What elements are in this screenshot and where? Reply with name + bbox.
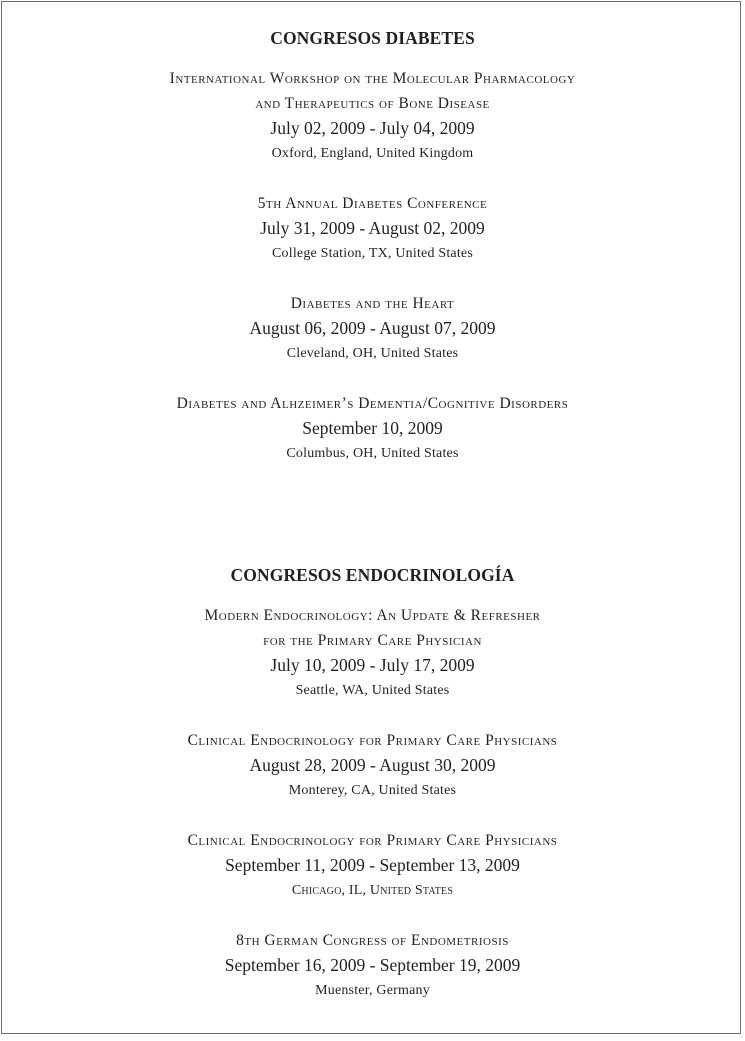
event-item: [0, 66, 745, 166]
event-dates: September 11, 2009 - September 13, 2009: [225, 855, 520, 875]
section-heading: CONGRESOS ENDOCRINOLOGÍA: [230, 565, 515, 585]
event-title: Diabetes and the Heart: [290, 295, 455, 312]
event-title: Clinical Endocrinology for Primary Care Physicians: [187, 832, 558, 849]
event-location: Oxford, England, United Kingdom: [271, 146, 474, 161]
event-item: [0, 191, 745, 266]
event-item: [0, 391, 745, 466]
event-dates: September 16, 2009 - September 19, 2009: [224, 955, 521, 975]
event-location: College Station, TX, United States: [272, 246, 473, 261]
event-title: Diabetes and Alhzeimer’s Dementia/Cognitive Disorders: [176, 395, 569, 412]
event-dates: August 28, 2009 - August 30, 2009: [249, 755, 496, 775]
event-location: Monterey, CA, United States: [288, 783, 457, 798]
section-heading: CONGRESOS DIABETES: [270, 28, 475, 48]
event-dates: July 31, 2009 - August 02, 2009: [260, 218, 485, 238]
event-location: Columbus, OH, United States: [286, 446, 459, 461]
event-dates: July 10, 2009 - July 17, 2009: [270, 655, 475, 675]
event-location: Cleveland, OH, United States: [286, 346, 459, 361]
event-item: [0, 603, 745, 703]
event-title: and Therapeutics of Bone Disease: [255, 95, 490, 112]
event-title: Modern Endocrinology: An Update & Refresher: [204, 607, 541, 624]
event-item: [0, 828, 745, 903]
event-dates: September 10, 2009: [302, 418, 443, 438]
event-title: for the Primary Care Physician: [263, 632, 482, 649]
event-title: 5th Annual Diabetes Conference: [257, 195, 488, 212]
event-title: Clinical Endocrinology for Primary Care Physicians: [187, 732, 558, 749]
event-title: 8th German Congress of Endometriosis: [236, 932, 509, 949]
section-congresos-endocrinologia: [0, 563, 745, 1028]
section-congresos-diabetes: [0, 26, 745, 491]
event-item: [0, 928, 745, 1003]
event-dates: August 06, 2009 - August 07, 2009: [249, 318, 496, 338]
event-item: [0, 291, 745, 366]
event-item: [0, 728, 745, 803]
event-location: Muenster, Germany: [315, 983, 430, 998]
event-location: Chicago, IL, United States: [291, 883, 454, 898]
event-title: International Workshop on the Molecular Pharmacology: [169, 70, 576, 87]
event-location: Seattle, WA, United States: [295, 683, 450, 698]
event-dates: July 02, 2009 - July 04, 2009: [270, 118, 475, 138]
